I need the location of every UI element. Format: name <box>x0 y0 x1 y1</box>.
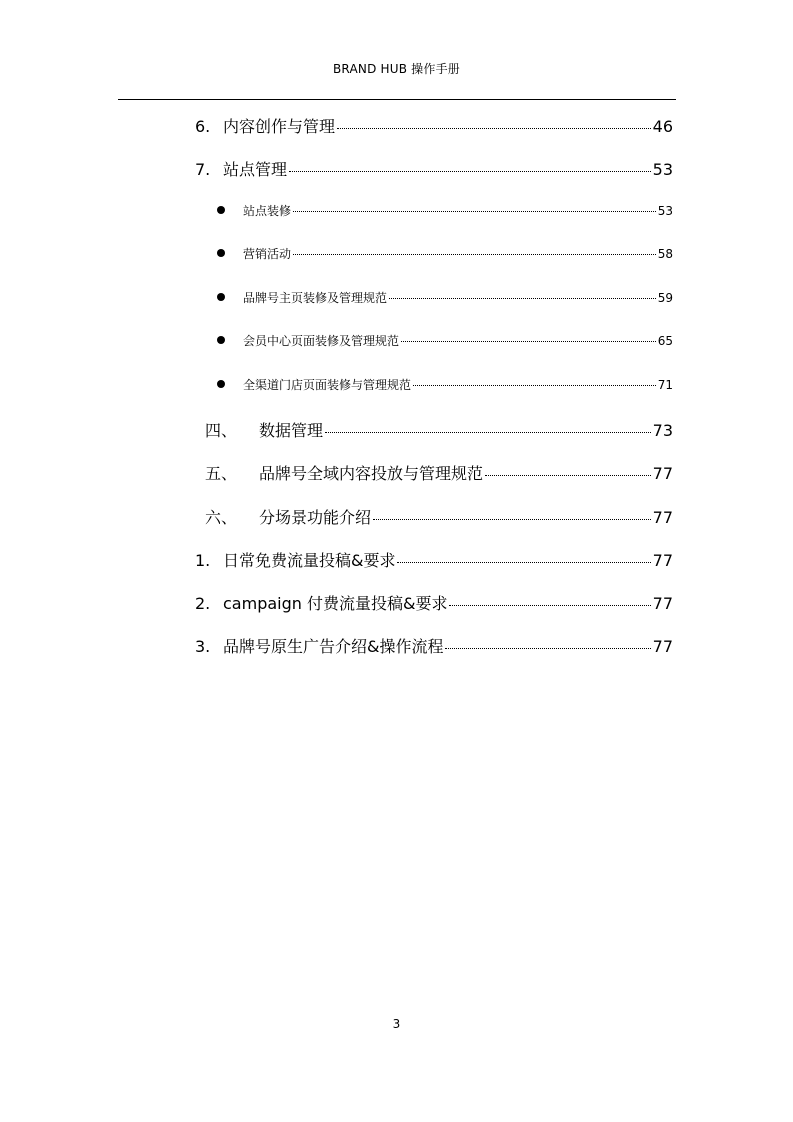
toc-entry-title: 品牌号主页装修及管理规范 <box>243 291 388 305</box>
toc-dot-leader <box>373 519 651 520</box>
toc-dot-leader <box>413 385 656 386</box>
toc-entry-page: 77 <box>652 551 673 570</box>
toc-entry-title: campaign 付费流量投稿&要求 <box>223 594 448 613</box>
toc-entry-number: 1. <box>195 551 211 570</box>
toc-dot-leader <box>325 432 651 433</box>
toc-entry-title: 数据管理 <box>259 421 324 440</box>
toc-dot-leader <box>289 171 651 172</box>
toc-entry[interactable] <box>205 461 673 484</box>
toc-dot-leader <box>397 562 650 563</box>
toc-entry[interactable] <box>195 114 673 137</box>
bullet-icon <box>217 380 225 388</box>
bullet-icon <box>217 249 225 257</box>
bullet-icon <box>217 336 225 344</box>
bullet-icon <box>217 206 225 214</box>
toc-entry[interactable] <box>217 202 673 219</box>
toc-bullet <box>217 378 243 392</box>
toc-entry-title: 分场景功能介绍 <box>259 508 372 527</box>
toc-entry-title: 品牌号全域内容投放与管理规范 <box>259 464 484 483</box>
toc-entry[interactable] <box>205 418 673 441</box>
toc-dot-leader <box>445 648 650 649</box>
toc-entry-page: 58 <box>657 247 673 261</box>
toc-bullet <box>217 204 243 218</box>
toc-entry-title: 全渠道门店页面装修与管理规范 <box>243 378 412 392</box>
toc-entry[interactable] <box>217 289 673 306</box>
toc-entry-page: 77 <box>652 508 673 527</box>
toc-entry-page: 77 <box>652 464 673 483</box>
toc-bullet <box>217 291 243 305</box>
toc-entry-number: 3. <box>195 637 211 656</box>
toc-entry[interactable] <box>217 332 673 349</box>
toc-entry-page: 65 <box>657 334 673 348</box>
toc-entry-title: 品牌号原生广告介绍&操作流程 <box>223 637 444 656</box>
header-title: BRAND HUB 操作手册 <box>333 62 460 76</box>
toc-entry-title: 营销活动 <box>243 247 292 261</box>
toc-entry-page: 59 <box>657 291 673 305</box>
toc-dot-leader <box>293 254 656 255</box>
toc-dot-leader <box>293 211 656 212</box>
toc-entry-number: 6. <box>195 117 211 136</box>
toc-entry-page: 77 <box>652 637 673 656</box>
toc-entry-title: 会员中心页面装修及管理规范 <box>243 334 400 348</box>
toc-entry-page: 46 <box>652 117 673 136</box>
toc-entry[interactable] <box>205 505 673 528</box>
toc-entry-number: 四、 <box>205 421 238 440</box>
toc-entry[interactable] <box>217 376 673 393</box>
toc-bullet <box>217 334 243 348</box>
toc-entry-number: 7. <box>195 160 211 179</box>
toc-entry-title: 内容创作与管理 <box>223 117 336 136</box>
toc-entry-number: 五、 <box>205 464 238 483</box>
toc-bullet <box>217 247 243 261</box>
toc-entry[interactable] <box>195 157 673 180</box>
toc-entry-page: 53 <box>652 160 673 179</box>
toc-entry-title: 日常免费流量投稿&要求 <box>223 551 396 570</box>
toc-dot-leader <box>485 475 651 476</box>
toc-entry-page: 77 <box>652 594 673 613</box>
toc-entry[interactable] <box>195 548 673 571</box>
toc-entry[interactable] <box>195 591 673 614</box>
page-number: 3 <box>392 1017 401 1031</box>
toc-entry-page: 71 <box>657 378 673 392</box>
toc-entry-title: 站点装修 <box>243 204 292 218</box>
toc-entry-number: 2. <box>195 594 211 613</box>
toc-dot-leader <box>449 605 650 606</box>
toc-entry-page: 53 <box>657 204 673 218</box>
toc-dot-leader <box>389 298 656 299</box>
toc-entry[interactable] <box>217 245 673 262</box>
bullet-icon <box>217 293 225 301</box>
toc-dot-leader <box>337 128 651 129</box>
toc-entry-number: 六、 <box>205 508 238 527</box>
toc-dot-leader <box>401 341 656 342</box>
toc-entry-page: 73 <box>652 421 673 440</box>
toc-entry[interactable] <box>195 634 673 657</box>
toc-entry-title: 站点管理 <box>223 160 288 179</box>
